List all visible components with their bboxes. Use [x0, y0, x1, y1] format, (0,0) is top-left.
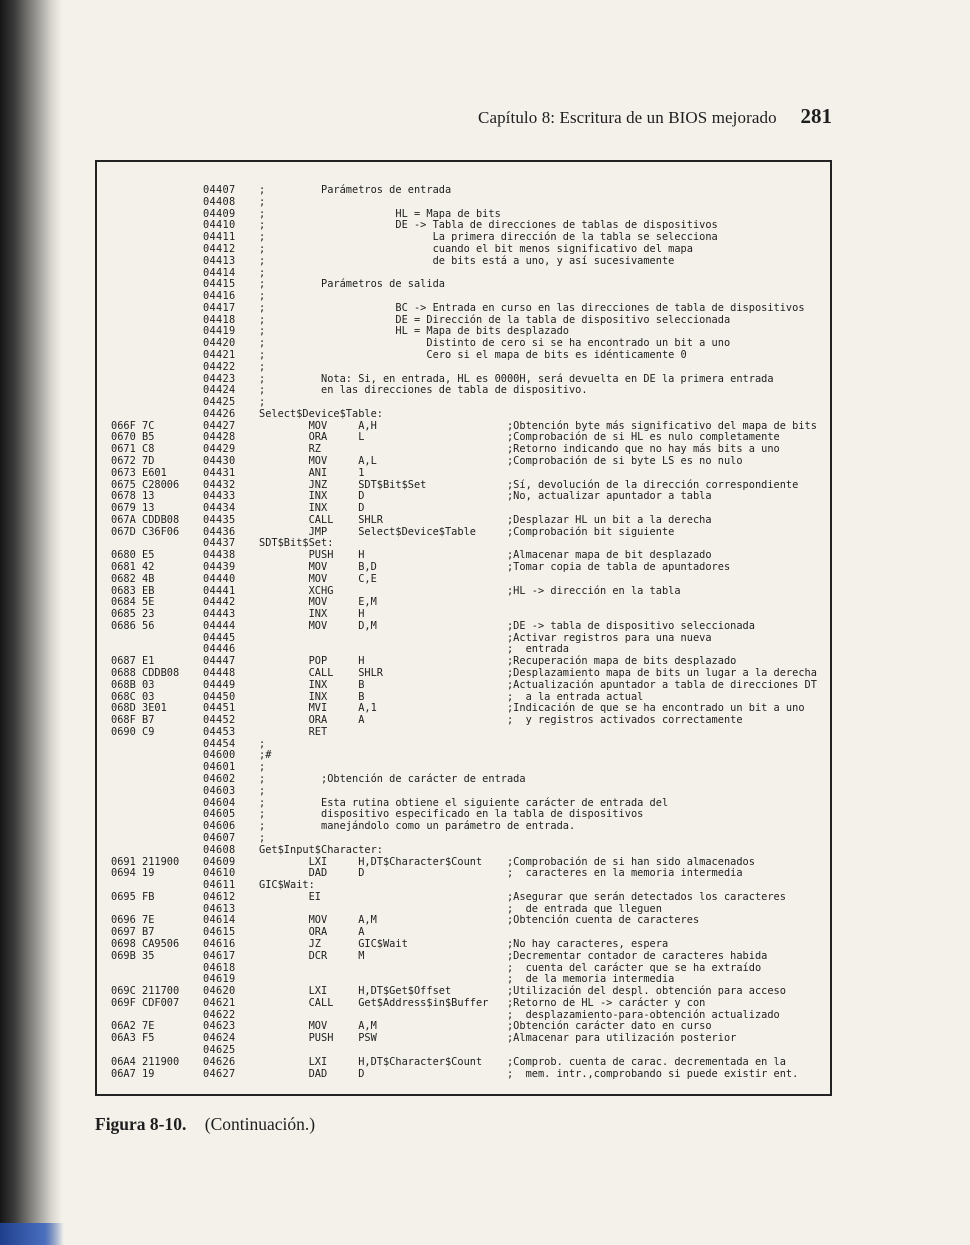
source-code: MOV A,M ;Obtención carácter dato en curso — [259, 1020, 712, 1033]
source-code: INX D — [259, 502, 365, 515]
line-number: 04441 — [203, 584, 236, 597]
line-number: 04608 — [203, 843, 236, 856]
object-code: 068B 03 — [111, 678, 155, 691]
line-number: 04449 — [203, 678, 236, 691]
source-code: ORA A ; y registros activados correctamente — [259, 714, 743, 727]
source-code: INX B ; a la entrada actual — [259, 690, 644, 703]
line-number: 04448 — [203, 667, 236, 679]
line-number: 04438 — [203, 549, 236, 562]
line-number: 04437 — [203, 537, 236, 550]
source-code: MOV E,M — [259, 596, 377, 609]
source-code: JMP Select$Device$Table ;Comprobación bit siguiente — [259, 525, 675, 538]
line-number: 04440 — [203, 572, 236, 585]
source-code: DAD D ; caracteres en la memoria intermedia — [259, 867, 743, 880]
source-code: ; Parámetros de entrada — [259, 184, 452, 196]
source-code: ; entrada — [259, 643, 569, 656]
source-code: MOV D,M ;DE -> tabla de dispositivo seleccionada — [259, 619, 755, 632]
line-number: 04410 — [203, 219, 236, 232]
object-code: 0690 C9 — [111, 725, 155, 738]
line-number: 04609 — [203, 855, 236, 868]
line-number: 04418 — [203, 313, 236, 326]
source-code: ; HL = Mapa de bits desplazado — [259, 325, 569, 338]
line-number: 04431 — [203, 466, 236, 479]
line-number: 04453 — [203, 725, 236, 738]
object-code: 069F CDF007 — [111, 996, 180, 1009]
line-number: 04430 — [203, 454, 236, 467]
line-number: 04606 — [203, 820, 236, 833]
source-code: ; de entrada que lleguen — [259, 902, 662, 915]
source-code: ; manejándolo como un parámetro de entrada. — [259, 820, 576, 833]
line-number: 04432 — [203, 478, 236, 491]
line-number: 04416 — [203, 290, 236, 302]
source-code: EI ;Asegurar que serán detectados los caracteres — [259, 890, 786, 903]
source-code: ; Parámetros de salida — [259, 278, 445, 291]
line-number: 04623 — [203, 1020, 236, 1033]
object-code: 0675 C28006 — [111, 478, 180, 491]
source-code: ORA L ;Comprobación de si HL es nulo completamente — [259, 431, 780, 444]
line-number: 04618 — [203, 961, 236, 974]
source-code: JZ GIC$Wait ;No hay caracteres, espera — [259, 937, 669, 950]
source-code: MOV A,L ;Comprobación de si byte LS es no nulo — [259, 454, 743, 467]
source-code: ; — [259, 737, 266, 750]
line-number: 04615 — [203, 926, 236, 939]
page-binding-shadow — [0, 0, 62, 1245]
object-code: 069C 211700 — [111, 985, 180, 997]
object-code: 0688 CDDB08 — [111, 667, 180, 679]
line-number: 04413 — [203, 254, 236, 267]
line-number: 04426 — [203, 407, 236, 420]
line-number: 04452 — [203, 714, 236, 727]
object-code: 069B 35 — [111, 949, 155, 962]
line-number: 04424 — [203, 384, 236, 397]
source-code: ; — [259, 831, 266, 844]
line-number: 04624 — [203, 1032, 236, 1045]
line-number: 04425 — [203, 396, 236, 408]
source-code: XCHG ;HL -> dirección en la tabla — [259, 584, 681, 597]
source-code: ; cuando el bit menos significativo del mapa — [259, 242, 693, 255]
object-code: 06A2 7E — [111, 1020, 155, 1033]
line-number: 04422 — [203, 360, 236, 373]
line-number: 04428 — [203, 431, 236, 444]
object-code: 067A CDDB08 — [111, 513, 180, 526]
line-number: 04607 — [203, 831, 236, 844]
source-code: ; — [259, 784, 266, 797]
object-code: 0691 211900 — [111, 855, 180, 868]
line-number: 04447 — [203, 655, 236, 668]
source-code: ; de la memoria intermedia — [259, 973, 675, 986]
source-code: ; HL = Mapa de bits — [259, 207, 501, 220]
object-code: 06A7 19 — [111, 1067, 155, 1080]
source-code: LXI H,DT$Character$Count ;Comprobación de si han sido almacenados — [259, 855, 755, 868]
object-code: 0685 23 — [111, 608, 155, 621]
object-code: 0698 CA9506 — [111, 937, 180, 950]
object-code: 0673 E601 — [111, 466, 167, 479]
line-number: 04409 — [203, 207, 236, 220]
line-number: 04617 — [203, 949, 236, 962]
source-code: ; Distinto de cero si se ha encontrado un bit a uno — [259, 337, 731, 350]
line-number: 04603 — [203, 784, 236, 797]
source-code: CALL Get$Address$in$Buffer ;Retorno de HL -> carácter y con — [259, 996, 706, 1009]
page-header — [478, 104, 838, 132]
source-code: MOV A,H ;Obtención byte más significativo del mapa de bits — [259, 419, 817, 432]
source-code: CALL SHLR ;Desplazamiento mapa de bits un lugar a la derecha — [259, 667, 817, 679]
source-code: JNZ SDT$Bit$Set ;Sí, devolución de la dirección correspondiente — [259, 478, 799, 491]
object-code: 0684 5E — [111, 596, 155, 609]
object-code: 06A4 211900 — [111, 1055, 180, 1068]
source-code: ; DE = Dirección de la tabla de dispositivo seleccionada — [259, 313, 731, 326]
object-code: 0686 56 — [111, 619, 155, 632]
object-code: 0679 13 — [111, 502, 155, 515]
source-code: INX D ;No, actualizar apuntador a tabla — [259, 490, 712, 503]
object-code: 0687 E1 — [111, 655, 155, 668]
line-number: 04454 — [203, 737, 236, 750]
object-code: 0694 19 — [111, 867, 155, 880]
source-code: ; DE -> Tabla de direcciones de tablas de dispositivos — [259, 219, 718, 232]
object-code: 0680 E5 — [111, 549, 155, 562]
object-code: 0672 7D — [111, 454, 155, 467]
line-number: 04420 — [203, 337, 236, 350]
line-number: 04450 — [203, 690, 236, 703]
source-code: POP H ;Recuperación mapa de bits desplazado — [259, 655, 737, 668]
line-number: 04625 — [203, 1043, 236, 1056]
line-number: 04435 — [203, 513, 236, 526]
caption-text: (Continuación.) — [204, 1114, 316, 1134]
object-code: 067D C36F06 — [111, 525, 180, 538]
line-number: 04614 — [203, 914, 236, 927]
object-code: 0670 B5 — [111, 431, 155, 444]
source-code: ;Activar registros para una nueva — [259, 631, 712, 644]
source-code: ;# — [259, 749, 272, 762]
object-code: 0671 C8 — [111, 443, 155, 456]
source-code: ORA A — [259, 926, 365, 939]
line-number: 04627 — [203, 1067, 236, 1080]
line-number: 04451 — [203, 702, 236, 715]
source-code: ; de bits está a uno, y así sucesivamente — [259, 254, 675, 267]
line-number: 04414 — [203, 266, 236, 279]
line-number: 04626 — [203, 1055, 236, 1068]
source-code: MOV C,E — [259, 572, 377, 585]
line-number: 04602 — [203, 773, 236, 785]
caption-label: Figura 8-10. — [95, 1114, 187, 1134]
source-code: CALL SHLR ;Desplazar HL un bit a la derecha — [259, 513, 712, 526]
source-code: ; dispositivo especificado en la tabla de dispositivos — [259, 808, 644, 821]
object-code: 068D 3E01 — [111, 702, 167, 715]
line-number: 04412 — [203, 242, 236, 255]
line-number: 04415 — [203, 278, 236, 291]
line-number: 04620 — [203, 985, 236, 997]
source-code: RET — [259, 725, 328, 738]
object-code: 068F B7 — [111, 714, 155, 727]
source-code: Get$Input$Character: — [259, 843, 383, 856]
page-number: 281 — [800, 104, 832, 128]
source-code: ; — [259, 761, 266, 774]
line-number: 04619 — [203, 973, 236, 986]
line-number: 04417 — [203, 301, 236, 314]
line-number: 04434 — [203, 502, 236, 515]
source-code: ; — [259, 396, 266, 408]
line-number: 04612 — [203, 890, 236, 903]
line-number: 04605 — [203, 808, 236, 821]
object-code: 0683 EB — [111, 584, 155, 597]
source-code: DCR M ;Decrementar contador de caracteres habida — [259, 949, 768, 962]
line-number: 04429 — [203, 443, 236, 456]
line-number: 04446 — [203, 643, 236, 656]
source-code: GIC$Wait: — [259, 879, 315, 891]
source-code: LXI H,DT$Character$Count ;Comprob. cuenta de carac. decrementada en la — [259, 1055, 786, 1068]
line-number: 04436 — [203, 525, 236, 538]
source-code: ; — [259, 360, 266, 373]
object-code: 0696 7E — [111, 914, 155, 927]
line-number: 04421 — [203, 348, 236, 361]
code-listing-box — [95, 160, 832, 1096]
source-code: DAD D ; mem. intr.,comprobando si puede existir ent. — [259, 1067, 799, 1080]
line-number: 04444 — [203, 619, 236, 632]
source-code: LXI H,DT$Get$Offset ;Utilización del despl. obtención para acceso — [259, 985, 786, 997]
source-code: ; cuenta del carácter que se ha extraído — [259, 961, 762, 974]
source-code: ANI 1 — [259, 466, 365, 479]
source-code: ; Nota: Si, en entrada, HL es 0000H, será devuelta en DE la primera entrada — [259, 372, 774, 385]
line-number: 04601 — [203, 761, 236, 774]
object-code: 0682 4B — [111, 572, 155, 585]
source-code: ; Cero si el mapa de bits es idénticamente 0 — [259, 348, 687, 361]
line-number: 04427 — [203, 419, 236, 432]
line-number: 04433 — [203, 490, 236, 503]
line-number: 04616 — [203, 937, 236, 950]
source-code: ; La primera dirección de la tabla se selecciona — [259, 231, 718, 244]
source-code: MOV A,M ;Obtención cuenta de caracteres — [259, 914, 700, 927]
figure-caption — [95, 1114, 315, 1135]
source-code: ; — [259, 195, 266, 208]
object-code: 068C 03 — [111, 690, 155, 703]
binding-edge-mark — [0, 1223, 64, 1245]
source-code: ; Esta rutina obtiene el siguiente carácter de entrada del — [259, 796, 669, 809]
source-code: INX B ;Actualización apuntador a tabla de direcciones DT — [259, 678, 817, 691]
line-number: 04600 — [203, 749, 236, 762]
object-code: 0695 FB — [111, 890, 155, 903]
source-code: SDT$Bit$Set: — [259, 537, 334, 550]
line-number: 04622 — [203, 1008, 236, 1021]
source-code: RZ ;Retorno indicando que no hay más bits a uno — [259, 443, 780, 456]
object-code: 066F 7C — [111, 419, 155, 432]
running-title: Capítulo 8: Escritura de un BIOS mejorado — [478, 108, 777, 127]
object-code: 0681 42 — [111, 561, 155, 573]
line-number: 04423 — [203, 372, 236, 385]
line-number: 04604 — [203, 796, 236, 809]
source-code: INX H — [259, 608, 365, 621]
source-code: ; BC -> Entrada en curso en las direcciones de tabla de dispositivos — [259, 301, 805, 314]
source-code: ; — [259, 290, 266, 302]
line-number: 04443 — [203, 608, 236, 621]
line-number: 04411 — [203, 231, 236, 244]
line-number: 04445 — [203, 631, 236, 644]
object-code: 0678 13 — [111, 490, 155, 503]
line-number: 04621 — [203, 996, 236, 1009]
source-code: ; en las direcciones de tabla de dispositivo. — [259, 384, 588, 397]
line-number: 04419 — [203, 325, 236, 338]
line-number: 04407 — [203, 184, 236, 196]
source-code: ; ;Obtención de carácter de entrada — [259, 773, 526, 785]
line-number: 04408 — [203, 195, 236, 208]
source-code: MVI A,1 ;Indicación de que se ha encontrado un bit a uno — [259, 702, 805, 715]
source-code: PUSH H ;Almacenar mapa de bit desplazado — [259, 549, 712, 562]
source-code: ; desplazamiento-para-obtención actualizado — [259, 1008, 780, 1021]
source-code: Select$Device$Table: — [259, 407, 383, 420]
object-code: 06A3 F5 — [111, 1032, 155, 1045]
source-code: MOV B,D ;Tomar copia de tabla de apuntadores — [259, 561, 731, 573]
source-code: ; — [259, 266, 266, 279]
line-number: 04442 — [203, 596, 236, 609]
object-code: 0697 B7 — [111, 926, 155, 939]
line-number: 04613 — [203, 902, 236, 915]
source-code: PUSH PSW ;Almacenar para utilización posterior — [259, 1032, 737, 1045]
line-number: 04611 — [203, 879, 236, 891]
line-number: 04610 — [203, 867, 236, 880]
line-number: 04439 — [203, 561, 236, 573]
